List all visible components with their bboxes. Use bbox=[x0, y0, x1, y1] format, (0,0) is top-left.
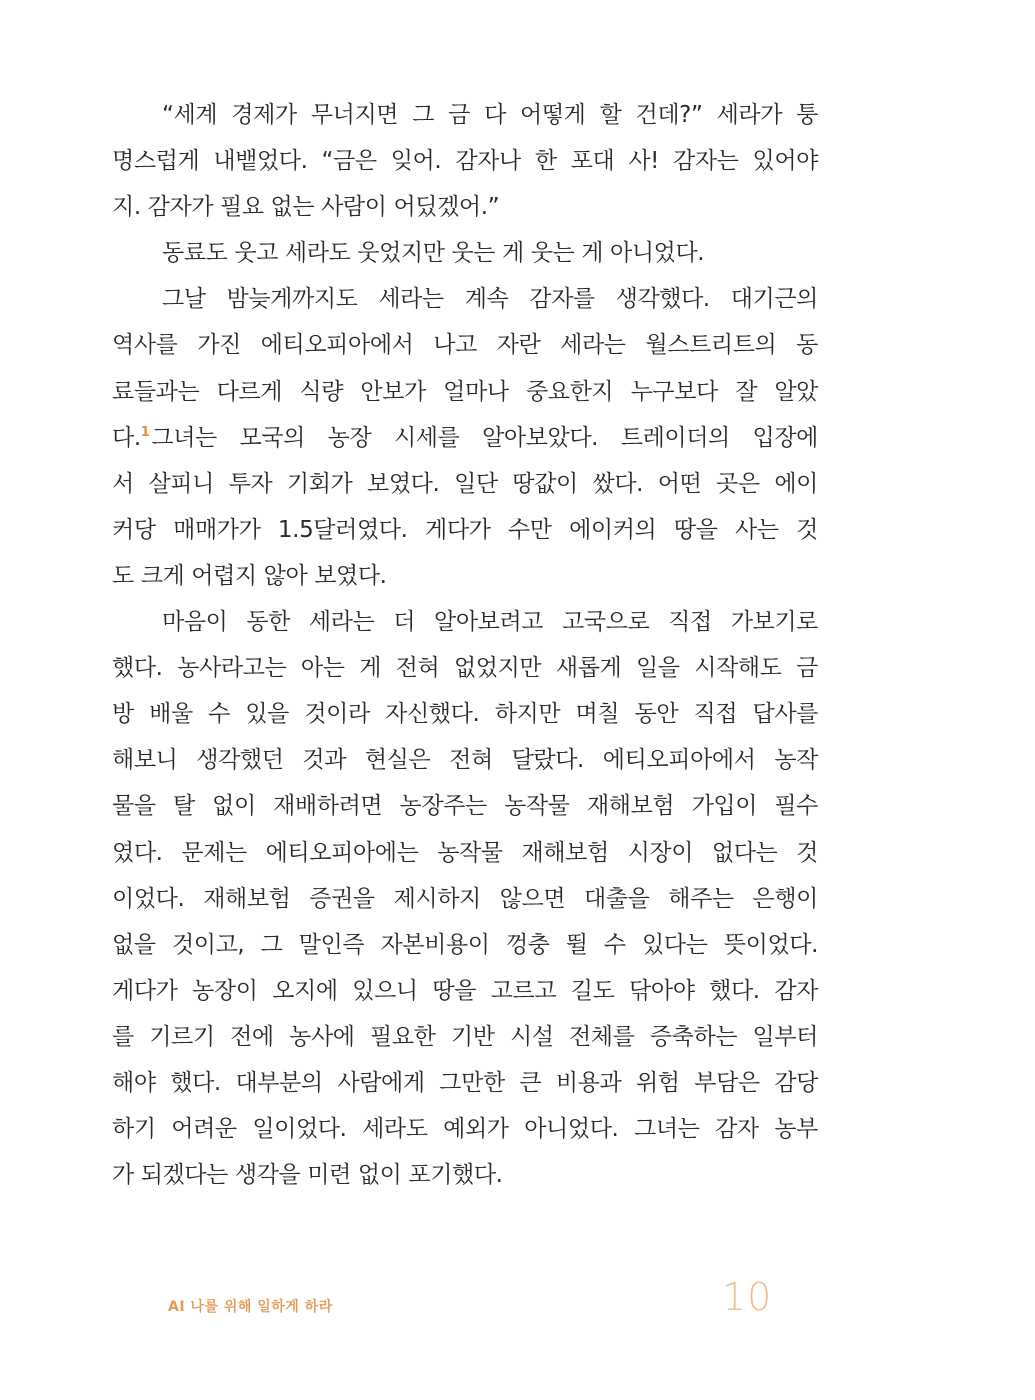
text-line: 동료도 웃고 세라도 웃었지만 웃는 게 웃는 게 아니었다. bbox=[162, 240, 705, 267]
page-number: 10 bbox=[722, 1275, 773, 1319]
text-line: 이었다. 재해보험 증권을 제시하지 않으면 대출을 해주는 은행이 bbox=[112, 885, 818, 912]
text-line: 가 되겠다는 생각을 미련 없이 포기했다. bbox=[112, 1162, 503, 1189]
text-line: “세계 경제가 무너지면 그 금 다 어떻게 할 건데?” 세라가 퉁 bbox=[162, 102, 818, 128]
text-line: 게다가 농장이 오지에 있으니 땅을 고르고 길도 닦아야 했다. 감자 bbox=[112, 977, 818, 1004]
text-line: 명스럽게 내뱉었다. “금은 잊어. 감자나 한 포대 사! 감자는 있어야 bbox=[112, 148, 818, 175]
text-segment: 그녀는 모국의 농장 시세를 알아보았다. 트레이더의 입장에 bbox=[151, 424, 818, 451]
text-line: 서 살피니 투자 기회가 보였다. 일단 땅값이 쌌다. 어떤 곳은 에이 bbox=[112, 470, 818, 497]
text-line: 그날 밤늦게까지도 세라는 계속 감자를 생각했다. 대기근의 bbox=[162, 286, 818, 313]
text-line: 역사를 가진 에티오피아에서 나고 자란 세라는 월스트리트의 동 bbox=[112, 332, 818, 359]
text-line: 료들과는 다르게 식량 안보가 얼마나 중요한지 누구보다 잘 알았 bbox=[112, 378, 818, 405]
text-segment: 다. bbox=[112, 424, 141, 451]
text-line: 하기 어려운 일이었다. 세라도 예외가 아니었다. 그녀는 감자 농부 bbox=[112, 1116, 818, 1143]
body-text bbox=[112, 92, 818, 1198]
text-line: 도 크게 어렵지 않아 보였다. bbox=[112, 562, 387, 589]
text-line: 해보니 생각했던 것과 현실은 전혀 달랐다. 에티오피아에서 농작 bbox=[112, 747, 818, 774]
text-line: 커당 매매가가 1.5달러였다. 게다가 수만 에이커의 땅을 사는 것 bbox=[112, 516, 818, 543]
text-line: 했다. 농사라고는 아는 게 전혀 없었지만 새롭게 일을 시작해도 금 bbox=[112, 655, 818, 682]
text-line: 였다. 문제는 에티오피아에는 농작물 재해보험 시장이 없다는 것 bbox=[112, 839, 818, 866]
text-line: 마음이 동한 세라는 더 알아보려고 고국으로 직접 가보기로 bbox=[162, 609, 818, 636]
text-line: 방 배울 수 있을 것이라 자신했다. 하지만 며칠 동안 직접 답사를 bbox=[112, 701, 818, 728]
footnote-reference[interactable]: 1 bbox=[140, 424, 150, 440]
running-footer-book-title: AI 나를 위해 일하게 하라 bbox=[168, 1299, 333, 1315]
text-line: 지. 감자가 필요 없는 사람이 어딨겠어.” bbox=[112, 194, 500, 221]
text-line: 없을 것이고, 그 말인즉 자본비용이 껑충 뛸 수 있다는 뜻이었다. bbox=[112, 931, 818, 958]
text-line: 물을 탈 없이 재배하려면 농장주는 농작물 재해보험 가입이 필수 bbox=[112, 793, 818, 820]
text-line: 를 기르기 전에 농사에 필요한 기반 시설 전체를 증축하는 일부터 bbox=[112, 1023, 818, 1050]
text-line: 해야 했다. 대부분의 사람에게 그만한 큰 비용과 위험 부담은 감당 bbox=[112, 1069, 818, 1096]
text-line bbox=[112, 415, 818, 461]
